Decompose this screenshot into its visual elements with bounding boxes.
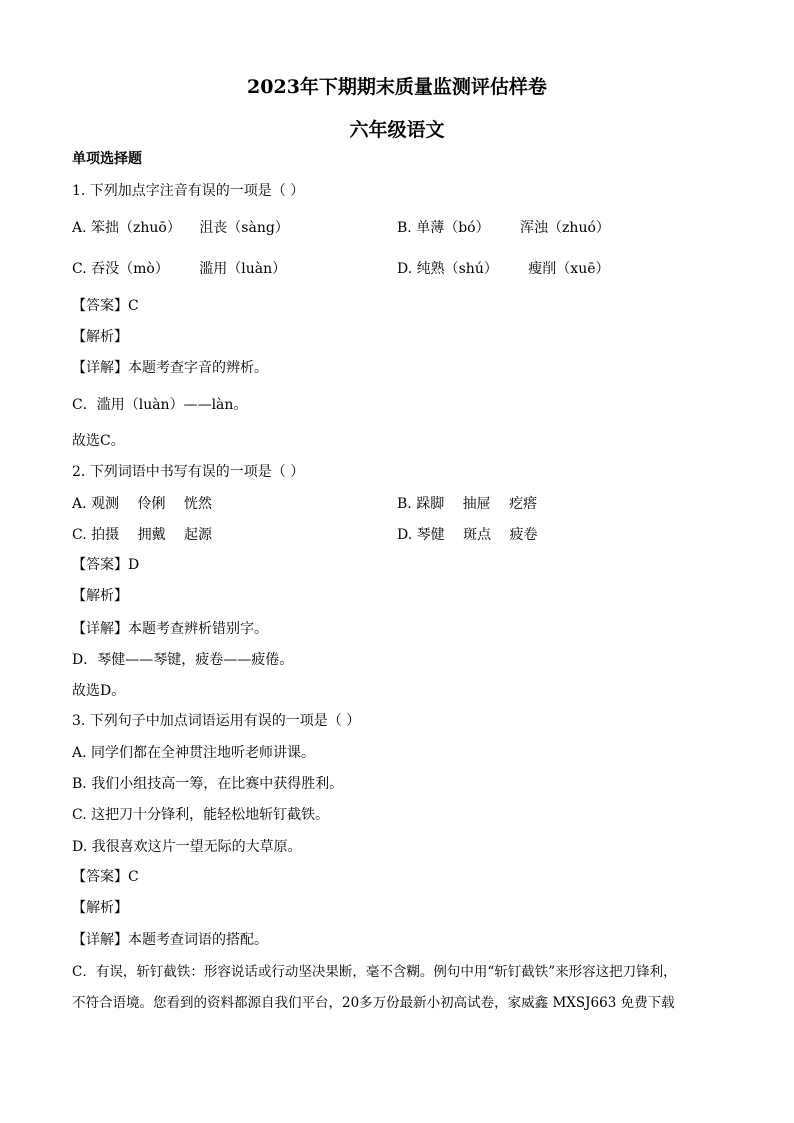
q2-option-d xyxy=(397,526,538,544)
q1-option-d-word2: 瘦削（xuē） xyxy=(528,261,610,277)
q1-analysis-label: 【解析】 xyxy=(72,329,128,345)
q2-conclusion: 故选D。 xyxy=(72,683,126,699)
q2-stem: 2. 下列词语中书写有误的一项是（ ） xyxy=(72,464,305,480)
q1-option-c-word1: C. 吞没（mò） xyxy=(72,261,169,277)
q2-explanation: D．琴健——琴键，疲卷——疲倦。 xyxy=(72,652,294,668)
q1-stem: 1. 下列加点字注音有误的一项是（ ） xyxy=(72,183,305,199)
q1-option-d-word1: D. 纯熟（shú） xyxy=(397,261,498,277)
q2-option-b-word3: 疙瘩 xyxy=(509,496,538,512)
q3-option-c: C. 这把刀十分锋利，能轻松地斩钉截铁。 xyxy=(72,807,330,823)
page-title: 2023年下期期末质量监测评估样卷 xyxy=(247,76,547,98)
q2-answer: 【答案】D xyxy=(72,557,140,573)
q2-option-b xyxy=(397,495,537,513)
q1-option-c-word2: 滥用（luàn） xyxy=(199,261,287,277)
q3-option-a: A. 同学们都在全神贯注地听老师讲课。 xyxy=(72,745,316,761)
q1-option-d xyxy=(397,260,610,278)
q2-detail: 【详解】本题考查辨析错别字。 xyxy=(72,621,268,637)
q2-option-c-word3: 起源 xyxy=(184,527,213,543)
q3-explanation-line1: C．有误，斩钉截铁：形容说话或行动坚决果断，毫不含糊。例句中用“斩钉截铁”来形容这把刀锋利， xyxy=(72,964,677,980)
q1-option-b-word1: B. 单薄（bó） xyxy=(397,220,490,236)
q2-option-c-word2: 拥戴 xyxy=(137,527,166,543)
q2-option-b-word2: 抽屉 xyxy=(462,496,491,512)
page-subtitle: 六年级语文 xyxy=(349,119,445,141)
q2-option-c xyxy=(72,526,212,544)
q1-option-a xyxy=(72,219,289,237)
q3-detail: 【详解】本题考查词语的搭配。 xyxy=(72,932,268,948)
q2-option-d-word3: 疲卷 xyxy=(509,527,538,543)
q2-option-b-word1: B. 跺脚 xyxy=(397,496,445,512)
q1-option-c xyxy=(72,260,286,278)
q1-answer: 【答案】C xyxy=(72,298,139,314)
q3-answer: 【答案】C xyxy=(72,869,139,885)
q2-option-a-word3: 恍然 xyxy=(183,496,212,512)
q3-option-d: D. 我很喜欢这片一望无际的大草原。 xyxy=(72,839,302,855)
q1-explanation: C．滥用（luàn）——làn。 xyxy=(72,397,248,413)
q1-option-a-word2: 沮丧（sàng） xyxy=(199,220,289,236)
q1-option-b-word2: 浑浊（zhuó） xyxy=(520,220,610,236)
q1-conclusion: 故选C。 xyxy=(72,433,125,449)
q2-option-c-word1: C. 拍摄 xyxy=(72,527,120,543)
q3-stem: 3. 下列句子中加点词语运用有误的一项是（ ） xyxy=(72,713,361,729)
q2-analysis-label: 【解析】 xyxy=(72,588,128,604)
q2-option-d-word2: 斑点 xyxy=(463,527,492,543)
q1-option-b xyxy=(397,219,610,237)
q2-option-a-word2: 伶俐 xyxy=(137,496,166,512)
q2-option-a-word1: A. 观测 xyxy=(72,496,120,512)
q3-option-b: B. 我们小组技高一筹，在比赛中获得胜利。 xyxy=(72,776,344,792)
q2-option-a xyxy=(72,495,212,513)
q3-explanation-line2: 不符合语境。您看到的资料都源自我们平台，20多万份最新小初高试卷，家威鑫 MXSJ663 免费下载 xyxy=(72,995,675,1011)
q1-option-a-word1: A. 笨拙（zhuō） xyxy=(72,220,181,236)
q1-detail: 【详解】本题考查字音的辨析。 xyxy=(72,360,268,376)
section-heading: 单项选择题 xyxy=(72,151,142,167)
q3-analysis-label: 【解析】 xyxy=(72,900,128,916)
q2-option-d-word1: D. 琴健 xyxy=(397,527,445,543)
